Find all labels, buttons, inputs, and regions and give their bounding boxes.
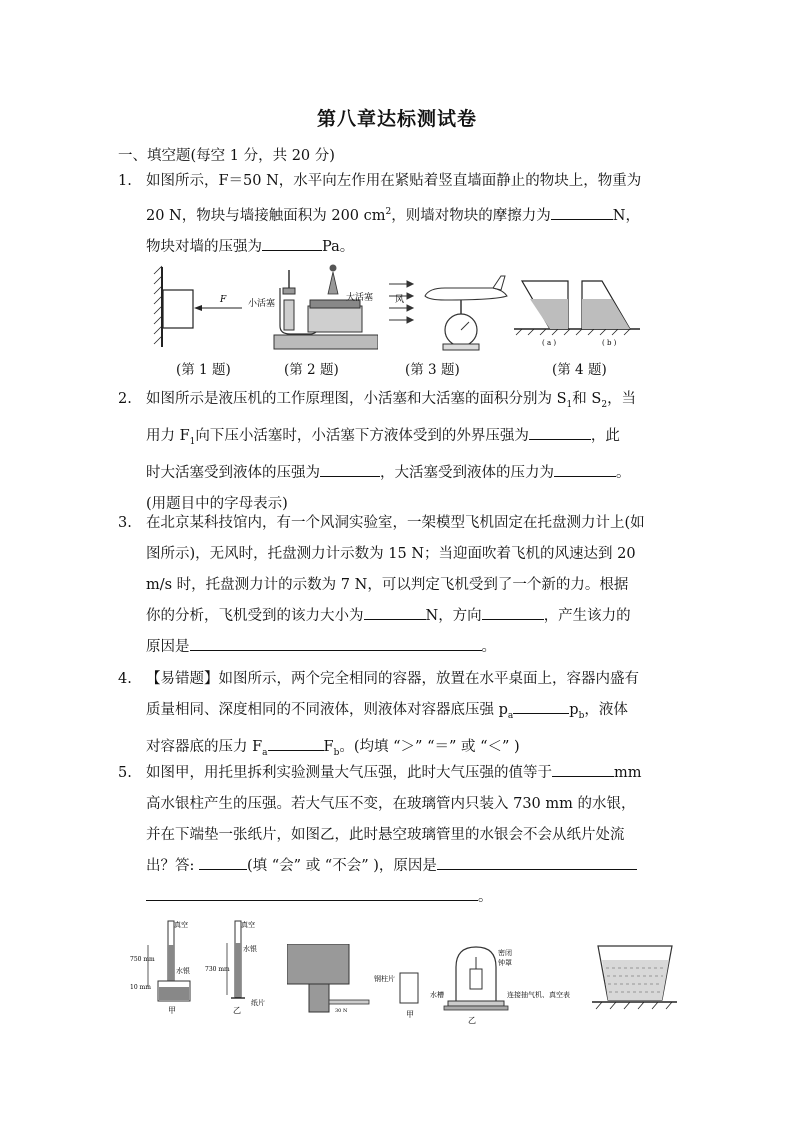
answer-blank[interactable]	[554, 458, 616, 477]
q2-line-4: (用题目中的字母表示)	[146, 495, 288, 512]
section-heading: 一、填空题(每空 1 分，共 20 分)	[118, 148, 335, 164]
q4-line-1: 【易错题】如图所示，两个完全相同的容器，放置在水平桌面上，容器内盛有	[146, 671, 639, 687]
q3-line-3: m/s 时，托盘测力计的示数为 7 N，可以判定飞机受到了一个新的力。根据	[146, 577, 629, 593]
q4-line-3b: F	[323, 738, 334, 755]
q2-line-2b: 向下压小活塞时，小活塞下方液体受到的外界压强为	[195, 427, 529, 444]
q5-line-1b: mm	[614, 765, 642, 781]
question-2	[118, 384, 678, 520]
q2-line-3c: 。	[616, 464, 631, 481]
q5-line-2: 高水银柱产生的压强。若大气压不变，在玻璃管内只装入 730 mm 的水银，	[146, 796, 636, 812]
vacuum-label: 真空	[174, 921, 188, 929]
page-title: 第八章达标测试卷	[316, 108, 477, 130]
force-label: F	[220, 295, 227, 305]
figure-bell-jar	[372, 945, 527, 1025]
q2-line-2c: ，此	[590, 427, 620, 444]
ruler-label: 30 N	[335, 1008, 348, 1014]
q1-superscript: 2	[385, 207, 392, 217]
q1-line-3b: Pa。	[322, 238, 355, 255]
question-number: 4.	[118, 671, 132, 687]
answer-blank[interactable]	[513, 695, 569, 714]
answer-blank[interactable]	[364, 601, 426, 620]
figure-caption: (第 1 题)	[176, 362, 231, 378]
question-3	[118, 508, 678, 663]
sink-label: 水槽	[430, 991, 444, 999]
figure-3	[385, 270, 510, 352]
answer-blank[interactable]	[262, 232, 322, 251]
q3-line-1: 在北京某科技馆内，有一个风洞实验室，一架模型飞机固定在托盘测力计上(如	[146, 515, 645, 531]
wind-label: 风	[395, 295, 405, 305]
q3-line-4a: 你的分析，飞机受到的该力大小为	[146, 608, 364, 624]
answer-blank[interactable]	[551, 201, 613, 220]
q2-line-3b: ，大活塞受到液体的压力为	[380, 464, 554, 481]
figure-container	[592, 944, 677, 1014]
figure-label: 乙	[233, 1006, 241, 1015]
q2-line-2a: 用力 F	[146, 427, 190, 444]
answer-blank[interactable]	[199, 851, 247, 870]
q5-line-3: 并在下端垫一张纸片，如图乙，此时悬空玻璃管里的水银会不会从纸片处流	[146, 827, 625, 843]
figure-caption: (第 3 题)	[405, 362, 460, 378]
subscript: 1	[566, 399, 573, 410]
question-number: 2.	[118, 391, 132, 407]
height-label: 750 mm	[130, 956, 155, 963]
answer-blank[interactable]	[552, 758, 614, 777]
subscript: b	[578, 710, 585, 721]
question-1	[118, 166, 678, 263]
question-number: 3.	[118, 515, 132, 531]
q5-line-4b: (填 “会” 或 “不会” )，原因是	[247, 858, 437, 874]
answer-blank[interactable]	[482, 601, 544, 620]
figure-1-force	[190, 288, 250, 328]
big-piston-label: 大活塞	[346, 293, 374, 303]
height-label: 730 mm	[205, 966, 230, 973]
paper-label: 纸片	[251, 999, 265, 1007]
answer-blank[interactable]	[190, 632, 482, 651]
q1-line-3a: 物块对墙的压强为	[146, 238, 262, 255]
block-label: 钢柱片	[374, 975, 395, 983]
figure-caption: (第 4 题)	[552, 362, 607, 378]
q2-line-3a: 时大活塞受到液体的压强为	[146, 464, 320, 481]
question-number: 5.	[118, 765, 132, 781]
q1-line-2c: N，	[612, 207, 640, 224]
figure-4	[512, 275, 642, 355]
q5-line-1a: 如图甲，用托里拆利实验测量大气压强，此时大气压强的值等于	[146, 765, 552, 781]
q2-line-1c: ，当	[607, 391, 637, 407]
vacuum-label: 真空	[241, 921, 255, 929]
q4-line-2c: ，液体	[584, 702, 628, 718]
q4-line-3c: 。(均填 “＞” “＝” 或 “＜” )	[339, 738, 520, 755]
container-b-label: ( b )	[602, 339, 617, 347]
subscript: a	[507, 710, 514, 721]
q1-line-2a: 20 N，物块与墙接触面积为 200 cm	[146, 207, 386, 224]
answer-blank[interactable]	[437, 851, 637, 870]
figure-label: 乙	[468, 1016, 476, 1025]
subscript: b	[333, 747, 340, 758]
q2-line-1a: 如图所示是液压机的工作原理图，小活塞和大活塞的面积分别为 S	[146, 391, 567, 407]
container-a-label: ( a )	[542, 339, 557, 347]
answer-blank[interactable]	[146, 882, 478, 901]
question-5	[118, 758, 678, 913]
figure-label: 甲	[168, 1006, 176, 1015]
q3-line-4c: ，产生该力的	[543, 608, 631, 624]
q3-line-5a: 原因是	[146, 639, 190, 655]
q3-line-2: 图所示)，无风时，托盘测力计示数为 15 N；当迎面吹着飞机的风速达到 20	[146, 546, 636, 562]
q2-line-1b: 和 S	[572, 391, 602, 407]
subscript: 2	[601, 399, 608, 410]
figure-block-surface	[287, 944, 372, 1014]
height-label: 10 mm	[130, 984, 151, 991]
answer-blank[interactable]	[320, 458, 380, 477]
pump-label: 连接抽气机、真空表	[507, 991, 570, 999]
small-piston-label: 小活塞	[248, 299, 276, 309]
subscript: 1	[189, 436, 196, 447]
q4-line-2b: p	[569, 702, 579, 718]
question-4	[118, 664, 678, 769]
q3-line-5b: 。	[481, 639, 496, 655]
q4-line-3a: 对容器底的压力 F	[146, 738, 263, 755]
q3-line-4b: N，方向	[425, 608, 482, 624]
cover-label: 密闭	[498, 949, 512, 957]
q5-line-5: 。	[478, 889, 493, 905]
q1-line-2b: ，则墙对物块的摩擦力为	[391, 207, 551, 224]
q1-line-1: 如图所示，F＝50 N，水平向左作用在紧贴着竖直墙面静止的物块上，物重为	[146, 173, 642, 189]
mercury-label: 水银	[176, 967, 190, 975]
figure-label: 甲	[406, 1010, 414, 1019]
mercury-label: 水银	[243, 945, 257, 953]
subscript: a	[262, 747, 268, 758]
q5-line-4a: 出？答:	[146, 858, 195, 874]
cover-label: 钟罩	[498, 959, 512, 967]
q4-line-2a: 质量相同、深度相同的不同液体，则液体对容器底压强 p	[146, 702, 508, 718]
figure-torricelli-yi	[205, 915, 280, 1015]
figure-caption: (第 2 题)	[284, 362, 339, 378]
figure-pump-label	[505, 985, 595, 1005]
figure-2	[248, 260, 378, 352]
answer-blank[interactable]	[529, 421, 591, 440]
question-number: 1.	[118, 173, 132, 189]
answer-blank[interactable]	[268, 732, 324, 751]
